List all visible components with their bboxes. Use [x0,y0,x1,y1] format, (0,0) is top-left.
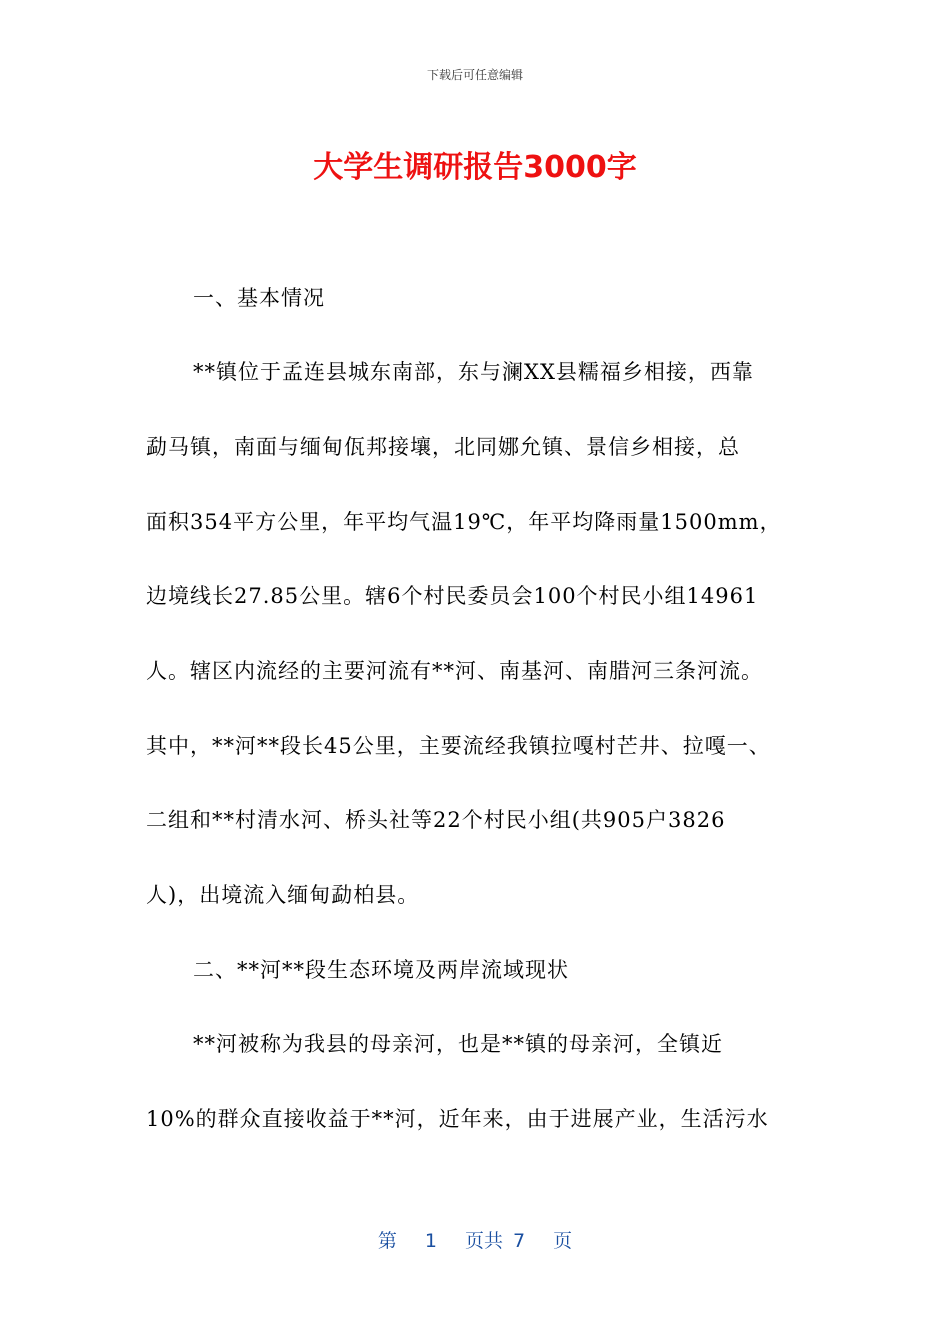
page-footer [0,1226,950,1253]
paragraph-line: 10%的群众直接收益于**河，近年来，由于进展产业，生活污水 [146,1107,769,1131]
document-title: 大学生调研报告3000字 [313,150,637,185]
section-heading-1: 一、基本情况 [193,286,325,310]
section-heading-2: 二、**河**段生态环境及两岸流域现状 [193,958,569,982]
footer-page-prefix: 第 [377,1230,397,1252]
paragraph-line: 其中，**河**段长45公里，主要流经我镇拉嘎村芒井、拉嘎一、 [146,734,771,758]
header-note: 下载后可任意编辑 [426,68,523,82]
paragraph-line: 二组和**村清水河、桥头社等22个村民小组(共905户3826 [146,808,726,832]
paragraph-line: 人。辖区内流经的主要河流有**河、南基河、南腊河三条河流。 [146,659,763,683]
footer-page-suffix: 页 [553,1230,573,1252]
paragraph-line: 边境线长27.85公里。辖6个村民委员会100个村民小组14961 [146,584,759,608]
paragraph-line: **河被称为我县的母亲河，也是**镇的母亲河，全镇近 [193,1032,723,1056]
footer-page-middle: 页共 [464,1230,503,1252]
footer-page-number: 1 [424,1230,437,1252]
footer-total-pages: 7 [513,1230,526,1252]
paragraph-line: 面积354平方公里，年平均气温19℃，年平均降雨量1500mm， [146,510,782,534]
paragraph-line: **镇位于孟连县城东南部，东与澜XX县糯福乡相接，西靠 [193,360,754,384]
paragraph-line: 人)，出境流入缅甸勐柏县。 [146,883,420,907]
paragraph-line: 勐马镇，南面与缅甸佤邦接壤，北同娜允镇、景信乡相接，总 [146,435,740,459]
